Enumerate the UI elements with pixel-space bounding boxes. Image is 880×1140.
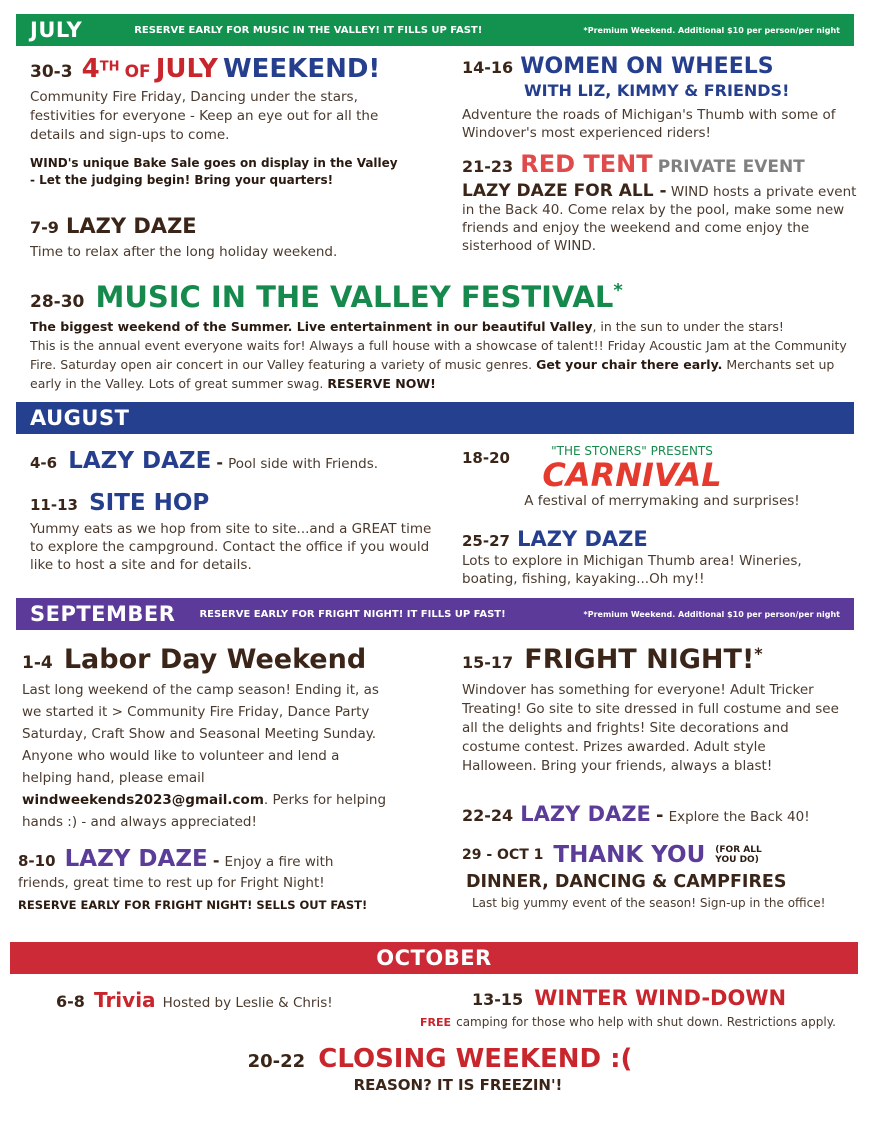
event-body — [462, 182, 857, 255]
event-title: WINTER WIND-DOWN — [534, 986, 787, 1010]
month-title-august: AUGUST — [30, 406, 130, 430]
event-thank-you — [462, 842, 857, 912]
event-description: Adventure the roads of Michigan's Thumb with some of Windover's most experienced riders! — [462, 107, 836, 141]
event-text-2: This is the annual event everyone waits for! Always a full house with a showcase of talent!! Friday Acoustic Jam at the Community Fire. Saturday open air concert in our Valley featuring a variety of music genres. — [30, 338, 847, 372]
event-dates: 25-27 — [462, 532, 510, 550]
event-subtitle: DINNER, DANCING & CAMPFIRES — [466, 872, 787, 892]
event-dates: 29 - OCT 1 — [462, 847, 544, 863]
event-lazy-daze-aug-1 — [30, 448, 450, 474]
free-label: FREE — [420, 1016, 452, 1029]
event-description: REASON? IT IS FREEZIN'! — [353, 1076, 563, 1094]
event-description: Community Fire Friday, Dancing under the stars, festivities for everyone - Keep an eye out for all the details and sign-ups to come. — [30, 89, 379, 143]
september-header-band — [16, 598, 854, 630]
event-description: Hosted by Leslie & Chris! — [162, 995, 333, 1011]
event-title: LAZY DAZE — [64, 846, 208, 872]
event-title: Trivia — [94, 988, 156, 1012]
event-title-of: OF — [124, 62, 151, 82]
private-event-label: PRIVATE EVENT — [657, 157, 805, 177]
event-dates: 28-30 — [30, 292, 85, 312]
october-header-band — [10, 942, 858, 974]
event-title: LAZY DAZE — [517, 527, 648, 551]
presents-label: "THE STONERS" PRESENTS — [551, 444, 713, 458]
reserve-note: RESERVE EARLY FOR FRIGHT NIGHT! SELLS OUT FAST! — [18, 898, 368, 912]
event-lazy-daze-aug-2 — [462, 527, 857, 588]
bake-sale-note: WIND's unique Bake Sale goes on display in the Valley - Let the judging begin! Bring your quarters! — [30, 156, 398, 187]
you-do-label: YOU DO) — [715, 855, 759, 865]
event-text-1: , in the sun to under the stars! — [592, 319, 784, 334]
event-description: Time to relax after the long holiday weekend. — [30, 244, 338, 260]
event-title: RED TENT — [520, 150, 653, 178]
event-dates: 6-8 — [56, 992, 85, 1011]
month-title-september: SEPTEMBER — [30, 602, 176, 626]
event-music-in-the-valley — [30, 280, 860, 393]
event-description: Lots to explore in Michigan Thumb area! Wineries, boating, fishing, kayaking...Oh my!! — [462, 553, 802, 587]
event-description: Last long weekend of the camp season! Ending it, as we started it > Community Fire Friday, Dance Party Saturday, Craft Show and Seasonal Meeting Sunday. Anyone who would like to volunteer and lend a helping hand, please email — [22, 682, 379, 786]
event-lazy-daze-sept-1 — [18, 846, 438, 912]
event-title: WOMEN ON WHEELS — [520, 54, 774, 79]
event-body — [30, 317, 860, 393]
august-header-band — [16, 402, 854, 434]
event-description: Last big yummy event of the season! Sign-up in the office! — [472, 896, 826, 910]
event-description: camping for those who help with shut down. Restrictions apply. — [456, 1015, 836, 1029]
event-dates: 13-15 — [472, 990, 524, 1009]
event-title: Labor Day Weekend — [63, 644, 367, 675]
event-description: Explore the Back 40! — [668, 809, 810, 825]
event-title: MUSIC IN THE VALLEY FESTIVAL — [95, 280, 614, 314]
event-dates: 30-3 — [30, 62, 73, 82]
september-premium-note: *Premium Weekend. Additional $10 per person/per night — [583, 609, 840, 619]
event-closing-weekend — [0, 1044, 880, 1094]
event-title: LAZY DAZE — [520, 802, 651, 826]
premium-star: * — [754, 644, 763, 663]
event-dates: 15-17 — [462, 653, 514, 672]
event-highlight: The biggest weekend of the Summer. Live entertainment in our beautiful Valley — [30, 319, 593, 334]
event-dates: 1-4 — [22, 653, 53, 673]
event-title: THANK YOU — [553, 842, 706, 868]
event-dates: 4-6 — [30, 454, 58, 472]
reserve-now: RESERVE NOW! — [327, 376, 436, 391]
event-title-weekend: WEEKEND! — [222, 54, 381, 84]
event-title: LAZY DAZE — [66, 214, 197, 238]
event-description: WIND hosts a private event in the Back 40. Come relax by the pool, make some new friends and enjoy the weekend and come enjoy the sisterhood of WIND. — [462, 184, 857, 254]
premium-star: * — [613, 280, 623, 301]
month-title-july: JULY — [30, 18, 83, 42]
event-title-july: JULY — [155, 54, 218, 84]
july-premium-note: *Premium Weekend. Additional $10 per person/per night — [583, 25, 840, 35]
event-labor-day — [22, 644, 442, 833]
for-all-label: (FOR ALL — [715, 845, 762, 855]
contact-email[interactable]: windweekends2023@gmail.com — [22, 792, 264, 808]
event-trivia — [56, 988, 416, 1012]
event-red-tent — [462, 150, 857, 255]
event-title: CLOSING WEEKEND :( — [318, 1044, 633, 1074]
event-dates: 21-23 — [462, 157, 514, 176]
event-title-th: TH — [99, 59, 120, 75]
event-dates: 11-13 — [30, 496, 78, 514]
event-description: Windover has something for everyone! Adult Tricker Treating! Go site to site dressed in full costume and see all the delights and frights! Site decorations and costume contest. Prizes awarded. Adult style Halloween. Bring your friends, always a blast! — [462, 682, 839, 774]
event-description: friends, great time to rest up for Fright Night! — [18, 875, 325, 891]
event-4th-of-july — [30, 54, 430, 189]
event-description: A festival of merrymaking and surprises! — [524, 493, 800, 509]
event-lazy-daze-sept-2 — [462, 802, 857, 826]
event-description-2: . Perks for helping hands :) - and always appreciated! — [22, 792, 387, 830]
september-reserve-note: RESERVE EARLY FOR FRIGHT NIGHT! IT FILLS UP FAST! — [199, 608, 506, 620]
event-dates: 22-24 — [462, 806, 514, 825]
event-dates: 7-9 — [30, 218, 59, 237]
event-description-start: Enjoy a fire with — [224, 854, 334, 870]
event-title: SITE HOP — [89, 490, 210, 516]
event-text-3: Merchants set up early in the Valley. Lots of great summer swag. — [30, 357, 835, 391]
dash: - — [212, 851, 220, 870]
chair-note: Get your chair there early. — [536, 357, 723, 372]
event-site-hop — [30, 490, 440, 574]
dash: - — [656, 805, 664, 826]
event-dates: 14-16 — [462, 58, 514, 77]
event-winter-wind-down — [420, 986, 860, 1031]
event-body — [22, 679, 392, 833]
event-title: LAZY DAZE — [68, 448, 212, 474]
for-all-you-do — [715, 845, 761, 865]
event-lazy-daze-july — [30, 214, 430, 261]
july-reserve-note: RESERVE EARLY FOR MUSIC IN THE VALLEY! IT FILLS UP FAST! — [134, 24, 483, 36]
event-dates: 18-20 — [462, 449, 510, 467]
event-title: CARNIVAL — [542, 456, 722, 494]
event-body — [420, 1011, 860, 1031]
event-title: FRIGHT NIGHT! — [524, 644, 755, 675]
event-title-four: 4 — [81, 54, 100, 84]
event-women-on-wheels — [462, 54, 857, 142]
event-fright-night — [462, 644, 857, 776]
event-carnival — [462, 444, 857, 510]
event-description: Yummy eats as we hop from site to site...and a GREAT time to explore the campground. Contact the office if you would like to host a site and for details. — [30, 521, 432, 573]
event-subtitle: WITH LIZ, KIMMY & FRIENDS! — [524, 81, 790, 100]
dash: - — [216, 453, 224, 472]
event-title-2: LAZY DAZE FOR ALL - — [462, 181, 667, 201]
event-dates: 20-22 — [247, 1051, 306, 1072]
event-description: Pool side with Friends. — [228, 456, 379, 472]
event-dates: 8-10 — [18, 852, 56, 870]
month-title-october: OCTOBER — [376, 946, 492, 970]
july-header-band — [16, 14, 854, 46]
